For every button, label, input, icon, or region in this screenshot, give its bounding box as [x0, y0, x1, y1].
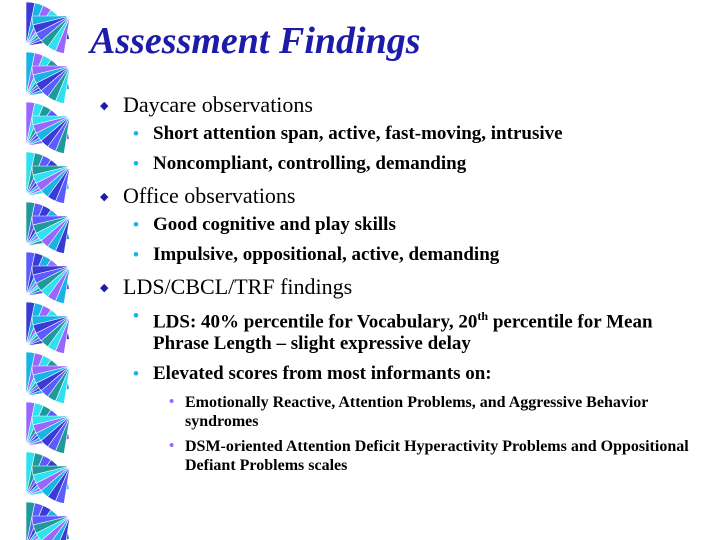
diamond-bullet-icon: ◆ — [100, 100, 109, 112]
section-daycare — [100, 92, 710, 175]
diamond-bullet-icon: ◆ — [100, 191, 109, 203]
sub-list-item: • DSM-oriented Attention Deficit Hyperactivity Problems and Oppositional Defiant Problems scales — [169, 438, 689, 475]
list-item-lds: • LDS: 40% percentile for Vocabulary, 20th percentile for Mean Phrase Length – slight expressive delay — [133, 306, 653, 355]
section-heading: ◆ LDS/CBCL/TRF findings — [100, 274, 353, 299]
dot-bullet-icon: • — [169, 438, 175, 455]
section-office — [100, 183, 710, 266]
list-item: • Impulsive, oppositional, active, demanding — [133, 244, 500, 265]
dot-bullet-icon: • — [169, 394, 175, 411]
slide-body — [100, 92, 710, 481]
list-item: • Noncompliant, controlling, demanding — [133, 153, 467, 174]
section-heading: ◆ Office observations — [100, 183, 296, 208]
sub-list-item: • Emotionally Reactive, Attention Problems, and Aggressive Behavior syndromes — [169, 394, 649, 431]
decorative-ribbon-border — [0, 0, 100, 540]
dot-bullet-icon: • — [133, 154, 139, 173]
dot-bullet-icon: • — [133, 306, 139, 325]
dot-bullet-icon: • — [133, 124, 139, 143]
slide-title: Assessment Findings — [90, 20, 421, 62]
list-item: • Elevated scores from most informants on: — [133, 363, 492, 385]
dot-bullet-icon: • — [133, 245, 139, 264]
section-lds-findings — [100, 274, 710, 475]
dot-bullet-icon: • — [133, 215, 139, 234]
dot-bullet-icon: • — [133, 364, 139, 384]
diamond-bullet-icon: ◆ — [100, 282, 109, 294]
list-item: • Good cognitive and play skills — [133, 214, 396, 235]
section-heading: ◆ Daycare observations — [100, 92, 313, 117]
list-item: • Short attention span, active, fast-moving, intrusive — [133, 123, 563, 144]
